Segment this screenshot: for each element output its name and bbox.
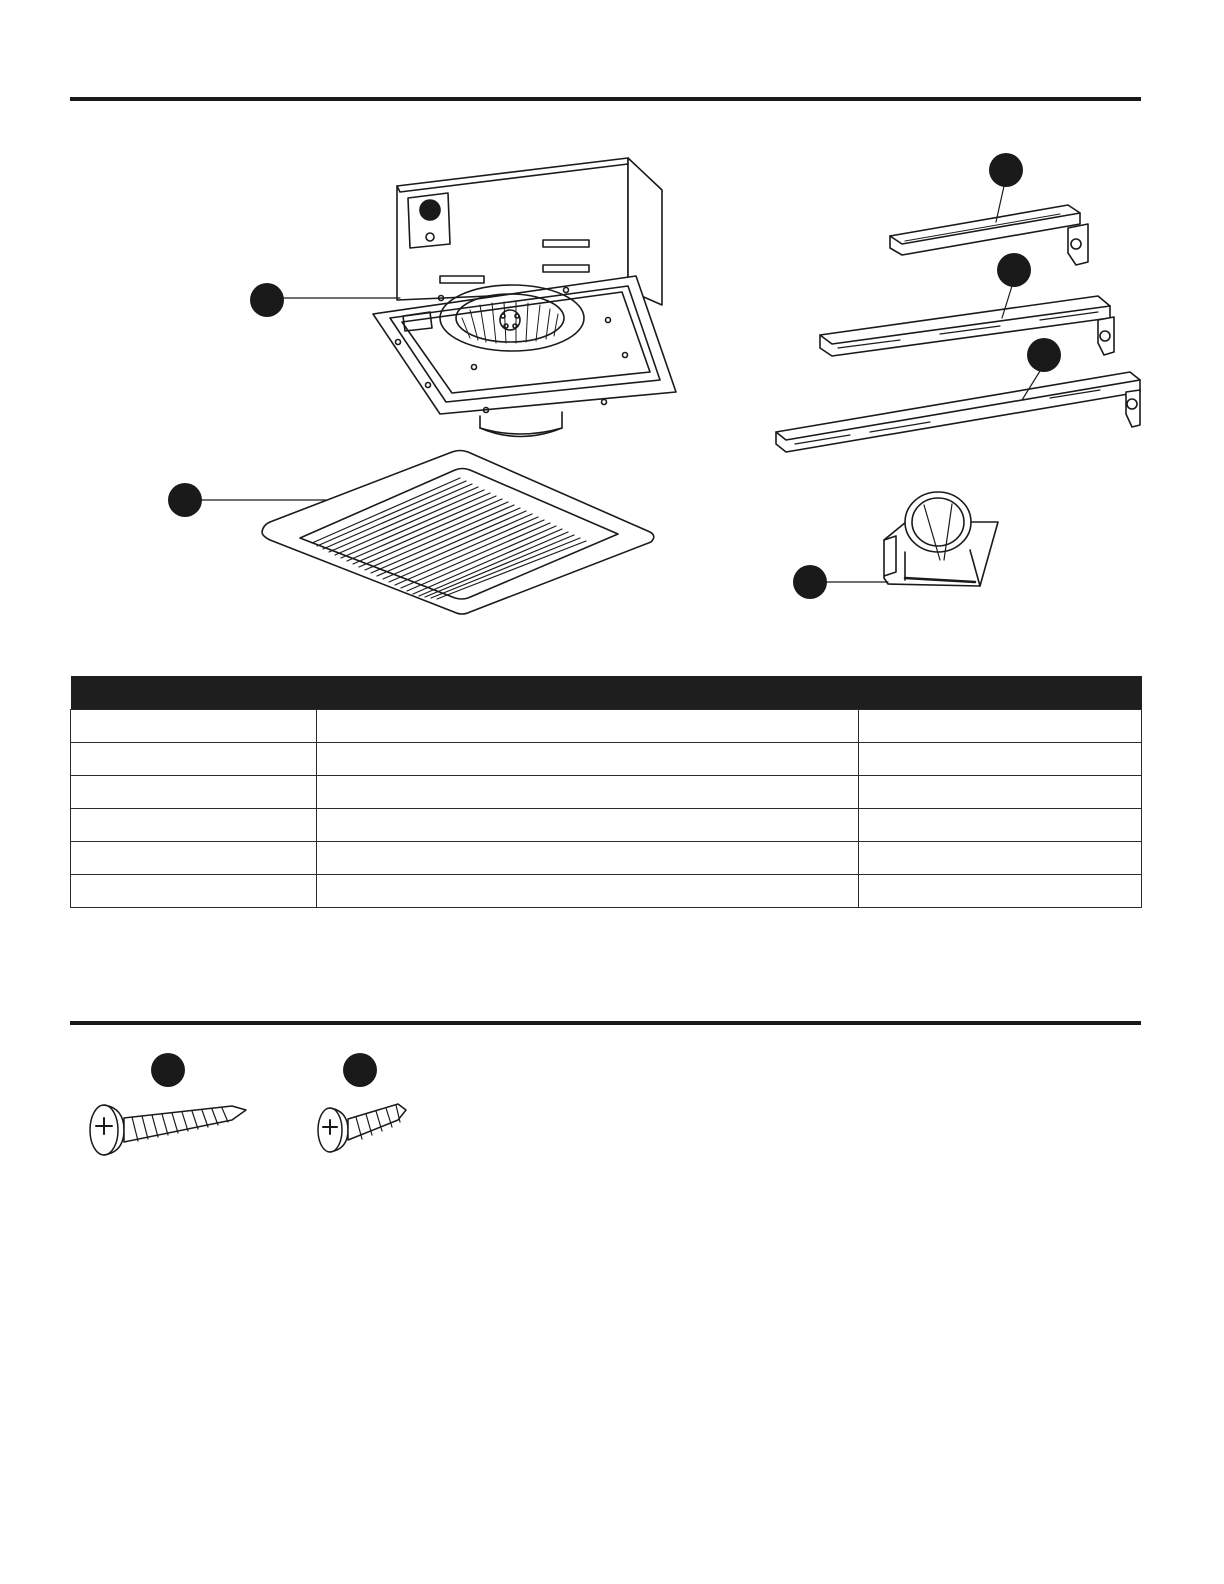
table-cell bbox=[859, 776, 1142, 809]
table-row bbox=[71, 842, 1142, 875]
table-cell bbox=[71, 776, 317, 809]
table-row bbox=[71, 809, 1142, 842]
hardware-section-rule bbox=[70, 1021, 1141, 1025]
parts-list-table bbox=[70, 676, 1142, 908]
header-cell bbox=[71, 676, 317, 710]
table-cell bbox=[317, 875, 859, 908]
table-cell bbox=[317, 809, 859, 842]
table-row bbox=[71, 710, 1142, 743]
table-cell bbox=[317, 743, 859, 776]
hanger-bracket-illustration bbox=[776, 205, 1140, 452]
header-cell bbox=[859, 676, 1142, 710]
table-header-row bbox=[71, 676, 1142, 710]
table-cell bbox=[859, 842, 1142, 875]
long-screw-illustration bbox=[90, 1105, 246, 1155]
table-cell bbox=[317, 842, 859, 875]
table-cell bbox=[71, 710, 317, 743]
duct-connector-illustration bbox=[884, 492, 998, 586]
table-row bbox=[71, 875, 1142, 908]
grille-illustration bbox=[262, 451, 654, 615]
fan-housing-illustration bbox=[373, 158, 676, 437]
table-cell bbox=[317, 710, 859, 743]
table-cell bbox=[859, 743, 1142, 776]
table-row bbox=[71, 743, 1142, 776]
table-cell bbox=[71, 809, 317, 842]
header-cell bbox=[317, 676, 859, 710]
callout-marker bbox=[250, 283, 284, 317]
table-row bbox=[71, 776, 1142, 809]
table-cell bbox=[71, 875, 317, 908]
table-cell bbox=[859, 710, 1142, 743]
short-screw-illustration bbox=[318, 1104, 406, 1152]
table-cell bbox=[859, 875, 1142, 908]
table-cell bbox=[317, 776, 859, 809]
table-cell bbox=[71, 743, 317, 776]
table-cell bbox=[859, 809, 1142, 842]
table-cell bbox=[71, 842, 317, 875]
